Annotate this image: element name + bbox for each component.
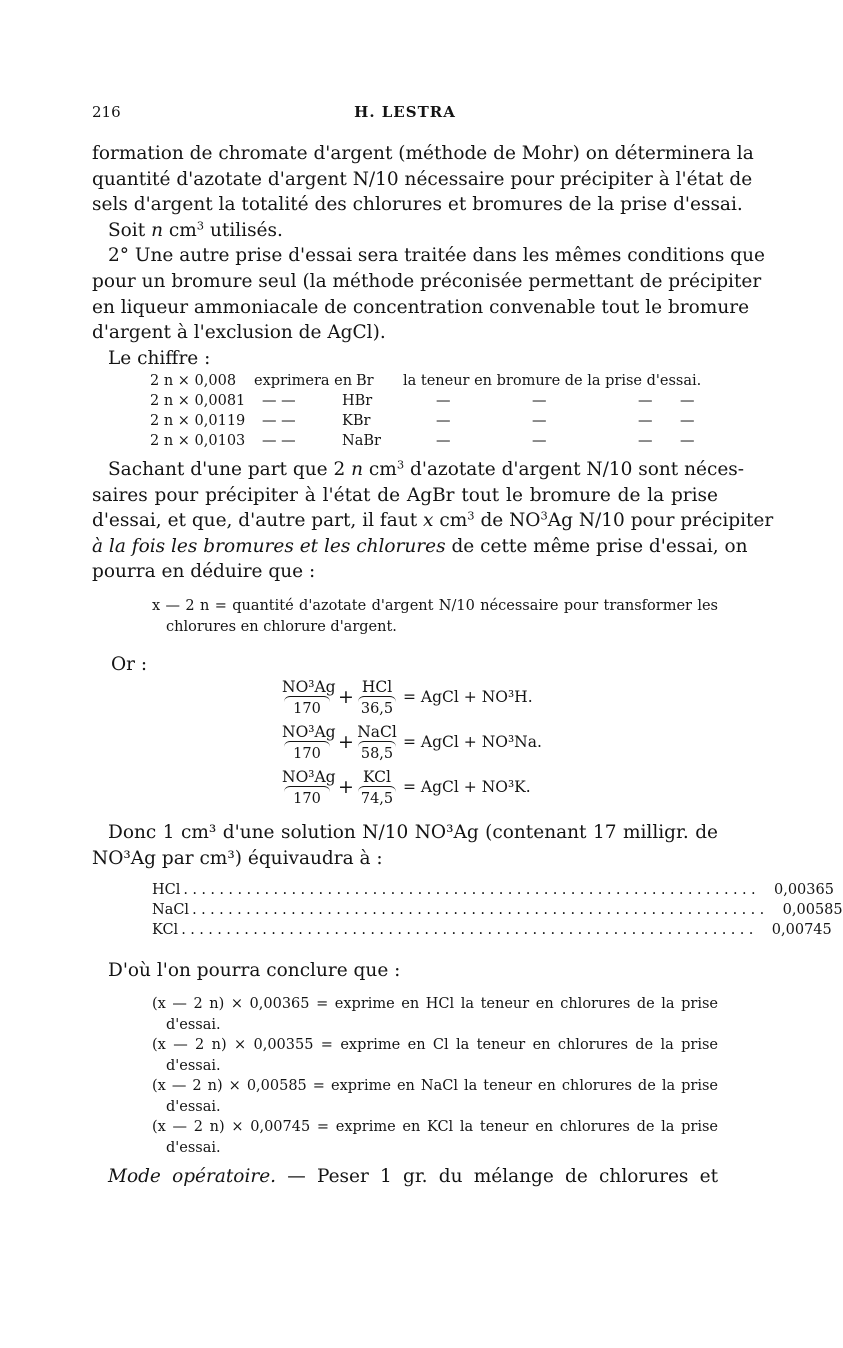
- text-line: saires pour précipiter à l'état de AgBr tout le bromure de la prise: [92, 484, 718, 506]
- paragraph-deduction: [92, 457, 774, 585]
- paragraph-conclusion-intro: [92, 958, 718, 984]
- list-item: NaCl ................................................................ 0,00585: [152, 902, 843, 918]
- plus-sign: +: [338, 776, 354, 798]
- equation-nacl: NO³Ag 170 + NaCl 58,5 = AgCl + NO³Na.: [282, 723, 542, 762]
- text-line: pourra en déduire que :: [92, 561, 316, 583]
- text-line: (x — 2 n) × 0,00355 = exprime en Cl la teneur en chlorures de la prise: [152, 1037, 718, 1053]
- text-line: en liqueur ammoniacale de concentration convenable tout le bromure: [92, 296, 750, 318]
- text-line: pour un bromure seul (la méthode préconisée permettant de précipiter: [92, 270, 762, 292]
- equation-kcl: NO³Ag 170 + KCl 74,5 = AgCl + NO³K.: [282, 768, 531, 807]
- paragraph-equivalence: [92, 820, 718, 871]
- text-line: d'essai.: [166, 1139, 221, 1156]
- conclusion-list: [152, 994, 718, 1158]
- text-line: Donc 1 cm³ d'une solution N/10 NO³Ag (contenant 17 milligr. de: [108, 822, 718, 843]
- fraction: NO³Ag 170: [282, 768, 336, 807]
- text-line: (x — 2 n) × 0,00365 = exprime en HCl la teneur en chlorures de la prise: [152, 996, 718, 1012]
- table-row: 2 n × 0,0119 — — KBr — — — —: [150, 413, 695, 429]
- text-line: (x — 2 n) × 0,00745 = exprime en KCl la teneur en chlorures de la prise: [152, 1119, 718, 1135]
- text-line: x — 2 n = quantité d'azotate d'argent N/10 nécessaire pour transformer les: [152, 598, 718, 614]
- table-row: 2 n × 0,008 exprimera en Br la teneur en bromure de la prise d'essai.: [150, 373, 702, 389]
- table-row: 2 n × 0,0081 — — HBr — — — —: [150, 393, 695, 409]
- text-line: Sachant d'une part que 2 n $cm^3$ d'azotate d'argent N/10 sont néces-: [108, 457, 745, 480]
- text-line: NO³Ag par cm³) équivaudra à :: [92, 847, 383, 869]
- text-line: D'où l'on pourra conclure que :: [108, 960, 401, 981]
- text-line: 2° Une autre prise d'essai sera traitée dans les mêmes conditions que: [108, 245, 765, 267]
- text-line: sels d'argent la totalité des chlorures et bromures de la prise d'essai.: [92, 194, 743, 216]
- text-line: d'essai.: [166, 1016, 221, 1033]
- text-line: Le chiffre :: [108, 347, 211, 369]
- fraction: HCl 36,5: [356, 678, 398, 717]
- table-row: 2 n × 0,0103 — — NaBr — — — —: [150, 433, 695, 449]
- equation-hcl: NO³Ag 170 + HCl 36,5 = AgCl + NO³H.: [282, 678, 533, 717]
- paragraph-mohr-method: [92, 141, 765, 371]
- list-item: KCl ................................................................ 0,00745: [152, 922, 832, 938]
- paragraph-mode-operatoire: [92, 1164, 718, 1190]
- note-definition: [152, 596, 718, 637]
- text-line: Mode opératoire. — Peser 1 gr. du mélange de chlorures et: [108, 1166, 719, 1187]
- text-line: formation de chromate d'argent (méthode de Mohr) on déterminera la: [92, 143, 754, 164]
- running-title: H. LESTRA: [354, 103, 456, 121]
- text-line: d'argent à l'exclusion de AgCl).: [92, 322, 386, 344]
- fraction: NaCl 58,5: [357, 723, 397, 762]
- fraction: NO³Ag 170: [282, 723, 336, 762]
- text-line: à la fois les bromures et les chlorures de cette même prise d'essai, on: [92, 535, 748, 557]
- text-line: d'essai.: [166, 1098, 221, 1115]
- running-head: [92, 103, 718, 125]
- list-item: HCl ................................................................ 0,00365: [152, 882, 834, 898]
- plus-sign: +: [338, 731, 354, 753]
- bromide-factor-table: [150, 371, 720, 451]
- text-line: quantité d'azotate d'argent N/10 nécessaire pour précipiter à l'état de: [92, 168, 753, 190]
- or-label: Or :: [111, 654, 148, 675]
- fraction: NO³Ag 170: [282, 678, 336, 717]
- text-line: chlorures en chlorure d'argent.: [166, 618, 397, 635]
- text-line: d'essai.: [166, 1057, 221, 1074]
- text-line: (x — 2 n) × 0,00585 = exprime en NaCl la teneur en chlorures de la prise: [152, 1078, 718, 1094]
- equivalents-list: [152, 880, 843, 940]
- text-line: d'essai, et que, d'autre part, il faut x $cm^3$ de $NO^3Ag$ N/10 pour précipiter: [92, 508, 774, 532]
- text-line: Soit n $cm^3$ utilisés.: [108, 218, 283, 241]
- page-number: 216: [92, 103, 121, 121]
- plus-sign: +: [338, 686, 354, 708]
- fraction: KCl 74,5: [356, 768, 398, 807]
